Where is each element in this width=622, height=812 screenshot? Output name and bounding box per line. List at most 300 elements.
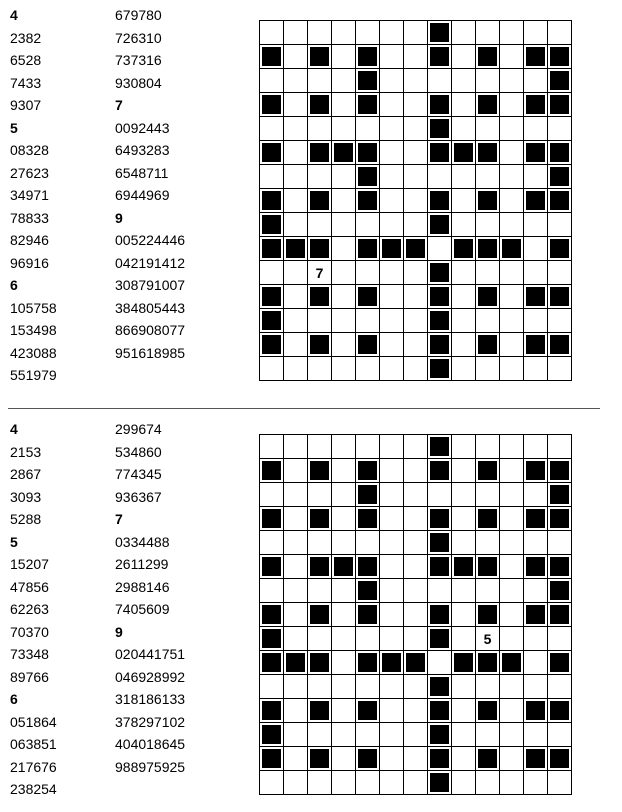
- grid-cell[interactable]: [260, 165, 284, 189]
- grid-cell[interactable]: [332, 69, 356, 93]
- black-cell: [308, 141, 332, 165]
- grid-cell[interactable]: [332, 357, 356, 381]
- grid-cell[interactable]: [476, 723, 500, 747]
- grid-cell[interactable]: [260, 531, 284, 555]
- grid-cell[interactable]: [404, 483, 428, 507]
- word-entry: 930804: [115, 74, 162, 91]
- grid-cell[interactable]: [548, 357, 572, 381]
- grid-cell[interactable]: [476, 357, 500, 381]
- grid-cell[interactable]: [524, 675, 548, 699]
- grid-cell[interactable]: [260, 435, 284, 459]
- grid-cell[interactable]: [380, 603, 404, 627]
- grid-cell[interactable]: [332, 723, 356, 747]
- grid-cell[interactable]: [452, 603, 476, 627]
- grid-cell[interactable]: [284, 285, 308, 309]
- grid-cell[interactable]: [452, 579, 476, 603]
- grid-cell[interactable]: [452, 627, 476, 651]
- grid-cell[interactable]: [332, 507, 356, 531]
- grid-cell[interactable]: [500, 771, 524, 795]
- word-entry: 47856: [10, 578, 49, 595]
- grid-cell[interactable]: [500, 459, 524, 483]
- grid-cell[interactable]: [548, 213, 572, 237]
- grid-cell[interactable]: [452, 507, 476, 531]
- grid-cell[interactable]: [260, 357, 284, 381]
- grid-cell[interactable]: [380, 261, 404, 285]
- grid-cell[interactable]: [452, 165, 476, 189]
- grid-cell[interactable]: [500, 309, 524, 333]
- grid-cell[interactable]: [476, 309, 500, 333]
- grid-cell[interactable]: [524, 435, 548, 459]
- grid-cell[interactable]: [500, 675, 524, 699]
- grid-cell[interactable]: [404, 141, 428, 165]
- grid-cell[interactable]: [356, 261, 380, 285]
- grid-cell[interactable]: [404, 165, 428, 189]
- grid-cell[interactable]: [284, 261, 308, 285]
- grid-cell[interactable]: [260, 483, 284, 507]
- grid-cell[interactable]: [500, 483, 524, 507]
- grid-cell[interactable]: [284, 45, 308, 69]
- grid-cell[interactable]: [380, 483, 404, 507]
- grid-cell[interactable]: [380, 627, 404, 651]
- grid-cell[interactable]: [308, 579, 332, 603]
- black-cell: [548, 141, 572, 165]
- grid-cell[interactable]: [356, 117, 380, 141]
- grid-cell[interactable]: [404, 117, 428, 141]
- grid-cell[interactable]: [332, 627, 356, 651]
- grid-cell[interactable]: [284, 333, 308, 357]
- grid-cell[interactable]: [500, 285, 524, 309]
- grid-cell[interactable]: [500, 435, 524, 459]
- grid-cell[interactable]: [524, 627, 548, 651]
- grid-cell[interactable]: [404, 627, 428, 651]
- grid-cell[interactable]: [404, 21, 428, 45]
- black-cell: [428, 117, 452, 141]
- grid-cell[interactable]: [308, 117, 332, 141]
- grid-cell[interactable]: [380, 309, 404, 333]
- grid-cell[interactable]: [404, 579, 428, 603]
- grid-cell[interactable]: [476, 21, 500, 45]
- grid-cell[interactable]: [476, 165, 500, 189]
- grid-cell[interactable]: [548, 309, 572, 333]
- grid-cell[interactable]: [524, 771, 548, 795]
- grid-cell[interactable]: [404, 189, 428, 213]
- grid-cell[interactable]: [284, 603, 308, 627]
- black-cell: [476, 555, 500, 579]
- grid-cell[interactable]: [404, 93, 428, 117]
- grid-cell[interactable]: [428, 237, 452, 261]
- black-cell: [476, 507, 500, 531]
- grid-cell[interactable]: [524, 165, 548, 189]
- grid-cell[interactable]: [380, 723, 404, 747]
- grid-cell[interactable]: [476, 771, 500, 795]
- grid-cell[interactable]: [500, 627, 524, 651]
- grid-cell[interactable]: [452, 675, 476, 699]
- grid-cell[interactable]: [284, 459, 308, 483]
- grid-cell[interactable]: [524, 723, 548, 747]
- word-entry: 551979: [10, 367, 57, 383]
- grid-cell[interactable]: [452, 435, 476, 459]
- black-cell: [452, 141, 476, 165]
- grid-cell[interactable]: [476, 435, 500, 459]
- black-cell: [428, 141, 452, 165]
- grid-cell[interactable]: [404, 507, 428, 531]
- grid-cell[interactable]: [452, 459, 476, 483]
- grid-cell[interactable]: [356, 357, 380, 381]
- grid-cell[interactable]: [548, 531, 572, 555]
- grid-cell[interactable]: [356, 213, 380, 237]
- grid-cell[interactable]: [284, 141, 308, 165]
- black-cell: [428, 21, 452, 45]
- grid-cell[interactable]: [284, 627, 308, 651]
- grid-cell[interactable]: [284, 723, 308, 747]
- grid-cell[interactable]: [404, 699, 428, 723]
- grid-cell[interactable]: [332, 435, 356, 459]
- grid-cell[interactable]: [548, 627, 572, 651]
- grid-cell[interactable]: [476, 117, 500, 141]
- grid-cell[interactable]: [404, 333, 428, 357]
- black-cell: [548, 93, 572, 117]
- grid-cell[interactable]: [452, 531, 476, 555]
- grid-cell[interactable]: [308, 627, 332, 651]
- grid-cell[interactable]: [356, 435, 380, 459]
- grid-cell[interactable]: [452, 261, 476, 285]
- black-cell: [500, 237, 524, 261]
- grid-cell[interactable]: [500, 333, 524, 357]
- grid-cell[interactable]: [284, 771, 308, 795]
- black-cell: [308, 507, 332, 531]
- grid-cell[interactable]: [356, 675, 380, 699]
- grid-cell[interactable]: [524, 69, 548, 93]
- word-entry: 988975925: [115, 758, 186, 775]
- grid-cell[interactable]: [380, 141, 404, 165]
- grid-cell[interactable]: [284, 699, 308, 723]
- grid-cell[interactable]: [452, 357, 476, 381]
- word-entry: 051864: [10, 713, 57, 730]
- grid-cell[interactable]: [332, 261, 356, 285]
- grid-cell[interactable]: [332, 21, 356, 45]
- grid-cell[interactable]: [332, 483, 356, 507]
- grid-cell[interactable]: [404, 213, 428, 237]
- grid-cell[interactable]: [332, 675, 356, 699]
- grid-cell[interactable]: [452, 747, 476, 771]
- black-cell: [428, 435, 452, 459]
- grid-cell[interactable]: [524, 237, 548, 261]
- black-cell: [260, 213, 284, 237]
- grid-cell[interactable]: [380, 285, 404, 309]
- grid-cell[interactable]: [308, 165, 332, 189]
- grid-cell[interactable]: [452, 285, 476, 309]
- grid-cell[interactable]: [356, 723, 380, 747]
- word-entry: 2988146: [115, 578, 170, 595]
- word-entry: 318186133: [115, 691, 186, 707]
- black-cell: [308, 459, 332, 483]
- length-header: 5: [10, 533, 18, 550]
- black-cell: [428, 675, 452, 699]
- grid-cell[interactable]: [260, 771, 284, 795]
- grid-cell[interactable]: [308, 771, 332, 795]
- grid-cell[interactable]: [260, 675, 284, 699]
- grid-cell[interactable]: [500, 213, 524, 237]
- grid-cell[interactable]: [308, 675, 332, 699]
- grid-cell[interactable]: [500, 21, 524, 45]
- grid-cell[interactable]: [284, 21, 308, 45]
- grid-cell[interactable]: [524, 309, 548, 333]
- grid-cell[interactable]: [380, 531, 404, 555]
- grid-cell[interactable]: [452, 69, 476, 93]
- grid-cell[interactable]: [524, 531, 548, 555]
- grid-cell[interactable]: [428, 651, 452, 675]
- grid-cell[interactable]: [284, 555, 308, 579]
- grid-cell[interactable]: [500, 93, 524, 117]
- grid-cell[interactable]: [404, 357, 428, 381]
- grid-cell[interactable]: [404, 435, 428, 459]
- grid-cell[interactable]: [548, 117, 572, 141]
- grid-cell[interactable]: [476, 579, 500, 603]
- grid-cell[interactable]: [284, 507, 308, 531]
- grid-cell[interactable]: [308, 483, 332, 507]
- grid-cell[interactable]: [404, 555, 428, 579]
- grid-cell[interactable]: [500, 141, 524, 165]
- grid-cell[interactable]: [548, 771, 572, 795]
- grid-cell[interactable]: [428, 579, 452, 603]
- grid-cell[interactable]: [356, 627, 380, 651]
- grid-cell[interactable]: [500, 69, 524, 93]
- grid-cell[interactable]: [380, 459, 404, 483]
- grid-cell[interactable]: [452, 771, 476, 795]
- grid-cell[interactable]: [476, 531, 500, 555]
- black-cell: [548, 651, 572, 675]
- black-cell: [548, 69, 572, 93]
- grid-cell[interactable]: [452, 45, 476, 69]
- black-cell: [260, 45, 284, 69]
- grid-cell[interactable]: [284, 165, 308, 189]
- grid-cell[interactable]: [548, 21, 572, 45]
- grid-cell[interactable]: [428, 69, 452, 93]
- grid-cell[interactable]: [452, 309, 476, 333]
- grid-cell[interactable]: [476, 675, 500, 699]
- grid-cell[interactable]: [548, 723, 572, 747]
- grid-cell[interactable]: [476, 69, 500, 93]
- grid-cell[interactable]: [308, 213, 332, 237]
- grid-cell[interactable]: [524, 117, 548, 141]
- grid-cell[interactable]: [308, 21, 332, 45]
- grid-cell[interactable]: [332, 579, 356, 603]
- grid-cell[interactable]: [524, 579, 548, 603]
- grid-cell[interactable]: [500, 507, 524, 531]
- grid-cell[interactable]: [332, 93, 356, 117]
- grid-cell[interactable]: [308, 531, 332, 555]
- grid-cell[interactable]: [284, 69, 308, 93]
- grid-cell[interactable]: [500, 699, 524, 723]
- grid-cell[interactable]: [500, 531, 524, 555]
- grid-cell[interactable]: [332, 699, 356, 723]
- grid-cell[interactable]: [452, 213, 476, 237]
- grid-cell[interactable]: [356, 531, 380, 555]
- grid-cell[interactable]: [260, 21, 284, 45]
- black-cell: [356, 483, 380, 507]
- grid-cell[interactable]: [452, 723, 476, 747]
- grid-cell[interactable]: [404, 723, 428, 747]
- grid-cell[interactable]: [404, 45, 428, 69]
- grid-cell[interactable]: [452, 483, 476, 507]
- grid-cell[interactable]: [284, 309, 308, 333]
- grid-cell[interactable]: [500, 261, 524, 285]
- grid-cell[interactable]: [524, 651, 548, 675]
- grid-cell[interactable]: [404, 747, 428, 771]
- grid-cell[interactable]: [500, 723, 524, 747]
- grid-cell[interactable]: [404, 603, 428, 627]
- grid-cell[interactable]: [524, 21, 548, 45]
- grid-cell[interactable]: [500, 603, 524, 627]
- grid-cell[interactable]: [332, 237, 356, 261]
- grid-cell[interactable]: [524, 213, 548, 237]
- grid-cell[interactable]: [404, 459, 428, 483]
- grid-cell[interactable]: [308, 357, 332, 381]
- grid-cell[interactable]: [380, 165, 404, 189]
- grid-cell[interactable]: [380, 507, 404, 531]
- grid-cell[interactable]: [524, 483, 548, 507]
- grid-cell[interactable]: [332, 165, 356, 189]
- given-digit-cell[interactable]: 7: [308, 261, 332, 285]
- grid-cell[interactable]: [524, 261, 548, 285]
- black-cell: [428, 747, 452, 771]
- grid-cell[interactable]: [452, 333, 476, 357]
- black-cell: [404, 651, 428, 675]
- black-cell: [428, 309, 452, 333]
- grid-cell[interactable]: [260, 261, 284, 285]
- grid-cell[interactable]: [452, 117, 476, 141]
- black-cell: [260, 309, 284, 333]
- word-entry: 299674: [115, 421, 162, 437]
- grid-cell[interactable]: [332, 603, 356, 627]
- grid-cell[interactable]: [548, 675, 572, 699]
- grid-cell[interactable]: [380, 213, 404, 237]
- grid-cell[interactable]: [332, 459, 356, 483]
- grid-cell[interactable]: [332, 531, 356, 555]
- grid-cell[interactable]: [380, 747, 404, 771]
- grid-cell[interactable]: [476, 483, 500, 507]
- grid-cell[interactable]: [284, 483, 308, 507]
- grid-cell[interactable]: [524, 357, 548, 381]
- grid-cell[interactable]: [284, 117, 308, 141]
- grid-cell[interactable]: [332, 309, 356, 333]
- grid-cell[interactable]: [284, 357, 308, 381]
- grid-cell[interactable]: [380, 333, 404, 357]
- grid-cell[interactable]: [500, 165, 524, 189]
- grid-cell[interactable]: [332, 333, 356, 357]
- grid-cell[interactable]: [500, 45, 524, 69]
- grid-cell[interactable]: [356, 21, 380, 45]
- grid-cell[interactable]: [380, 771, 404, 795]
- grid-cell[interactable]: [284, 189, 308, 213]
- grid-cell[interactable]: [548, 435, 572, 459]
- grid-cell[interactable]: [380, 117, 404, 141]
- word-entry: 726310: [115, 29, 162, 46]
- grid-cell[interactable]: [452, 93, 476, 117]
- grid-cell[interactable]: [380, 93, 404, 117]
- grid-cell[interactable]: [284, 93, 308, 117]
- grid-cell[interactable]: [380, 699, 404, 723]
- grid-cell[interactable]: [356, 309, 380, 333]
- grid-cell[interactable]: [332, 747, 356, 771]
- black-cell: [524, 333, 548, 357]
- grid-cell[interactable]: [284, 579, 308, 603]
- grid-cell[interactable]: [428, 483, 452, 507]
- grid-cell[interactable]: [332, 213, 356, 237]
- grid-cell[interactable]: [332, 45, 356, 69]
- grid-cell[interactable]: [380, 69, 404, 93]
- grid-cell[interactable]: [308, 723, 332, 747]
- black-cell: [428, 213, 452, 237]
- grid-cell[interactable]: [548, 261, 572, 285]
- grid-cell[interactable]: [500, 189, 524, 213]
- grid-cell[interactable]: [260, 579, 284, 603]
- grid-cell[interactable]: [404, 261, 428, 285]
- black-cell: [452, 555, 476, 579]
- grid-cell[interactable]: [380, 189, 404, 213]
- grid-cell[interactable]: [284, 747, 308, 771]
- grid-cell[interactable]: [308, 69, 332, 93]
- grid-cell[interactable]: [380, 675, 404, 699]
- given-digit-cell[interactable]: 5: [476, 627, 500, 651]
- grid-cell[interactable]: [332, 285, 356, 309]
- grid-cell[interactable]: [500, 579, 524, 603]
- grid-cell[interactable]: [308, 435, 332, 459]
- grid-cell[interactable]: [284, 531, 308, 555]
- black-cell: [404, 237, 428, 261]
- grid-cell[interactable]: [332, 771, 356, 795]
- grid-cell[interactable]: [476, 213, 500, 237]
- word-entry: 6548711: [115, 164, 169, 181]
- grid-cell[interactable]: [284, 675, 308, 699]
- black-cell: [548, 747, 572, 771]
- grid-cell[interactable]: [500, 357, 524, 381]
- grid-cell[interactable]: [476, 261, 500, 285]
- grid-cell[interactable]: [332, 189, 356, 213]
- word-entry: 042191412: [115, 254, 186, 271]
- grid-cell[interactable]: [500, 117, 524, 141]
- grid-cell[interactable]: [500, 555, 524, 579]
- grid-cell[interactable]: [380, 579, 404, 603]
- grid-cell[interactable]: [404, 285, 428, 309]
- grid-cell[interactable]: [260, 69, 284, 93]
- grid-cell[interactable]: [452, 189, 476, 213]
- grid-cell[interactable]: [332, 651, 356, 675]
- grid-cell[interactable]: [500, 747, 524, 771]
- grid-cell[interactable]: [380, 555, 404, 579]
- grid-cell[interactable]: [404, 309, 428, 333]
- grid-cell[interactable]: [332, 117, 356, 141]
- grid-cell[interactable]: [284, 435, 308, 459]
- grid-cell[interactable]: [404, 675, 428, 699]
- grid-cell[interactable]: [260, 117, 284, 141]
- grid-cell[interactable]: [380, 21, 404, 45]
- black-cell: [332, 555, 356, 579]
- grid-cell[interactable]: [380, 45, 404, 69]
- grid-cell[interactable]: [452, 21, 476, 45]
- grid-cell[interactable]: [308, 309, 332, 333]
- grid-cell[interactable]: [404, 771, 428, 795]
- grid-cell[interactable]: [380, 435, 404, 459]
- grid-cell[interactable]: [428, 165, 452, 189]
- grid-cell[interactable]: [404, 69, 428, 93]
- grid-cell[interactable]: [452, 699, 476, 723]
- grid-cell[interactable]: [284, 213, 308, 237]
- grid-cell[interactable]: [356, 771, 380, 795]
- grid-cell[interactable]: [404, 531, 428, 555]
- grid-cell[interactable]: [380, 357, 404, 381]
- black-cell: [428, 771, 452, 795]
